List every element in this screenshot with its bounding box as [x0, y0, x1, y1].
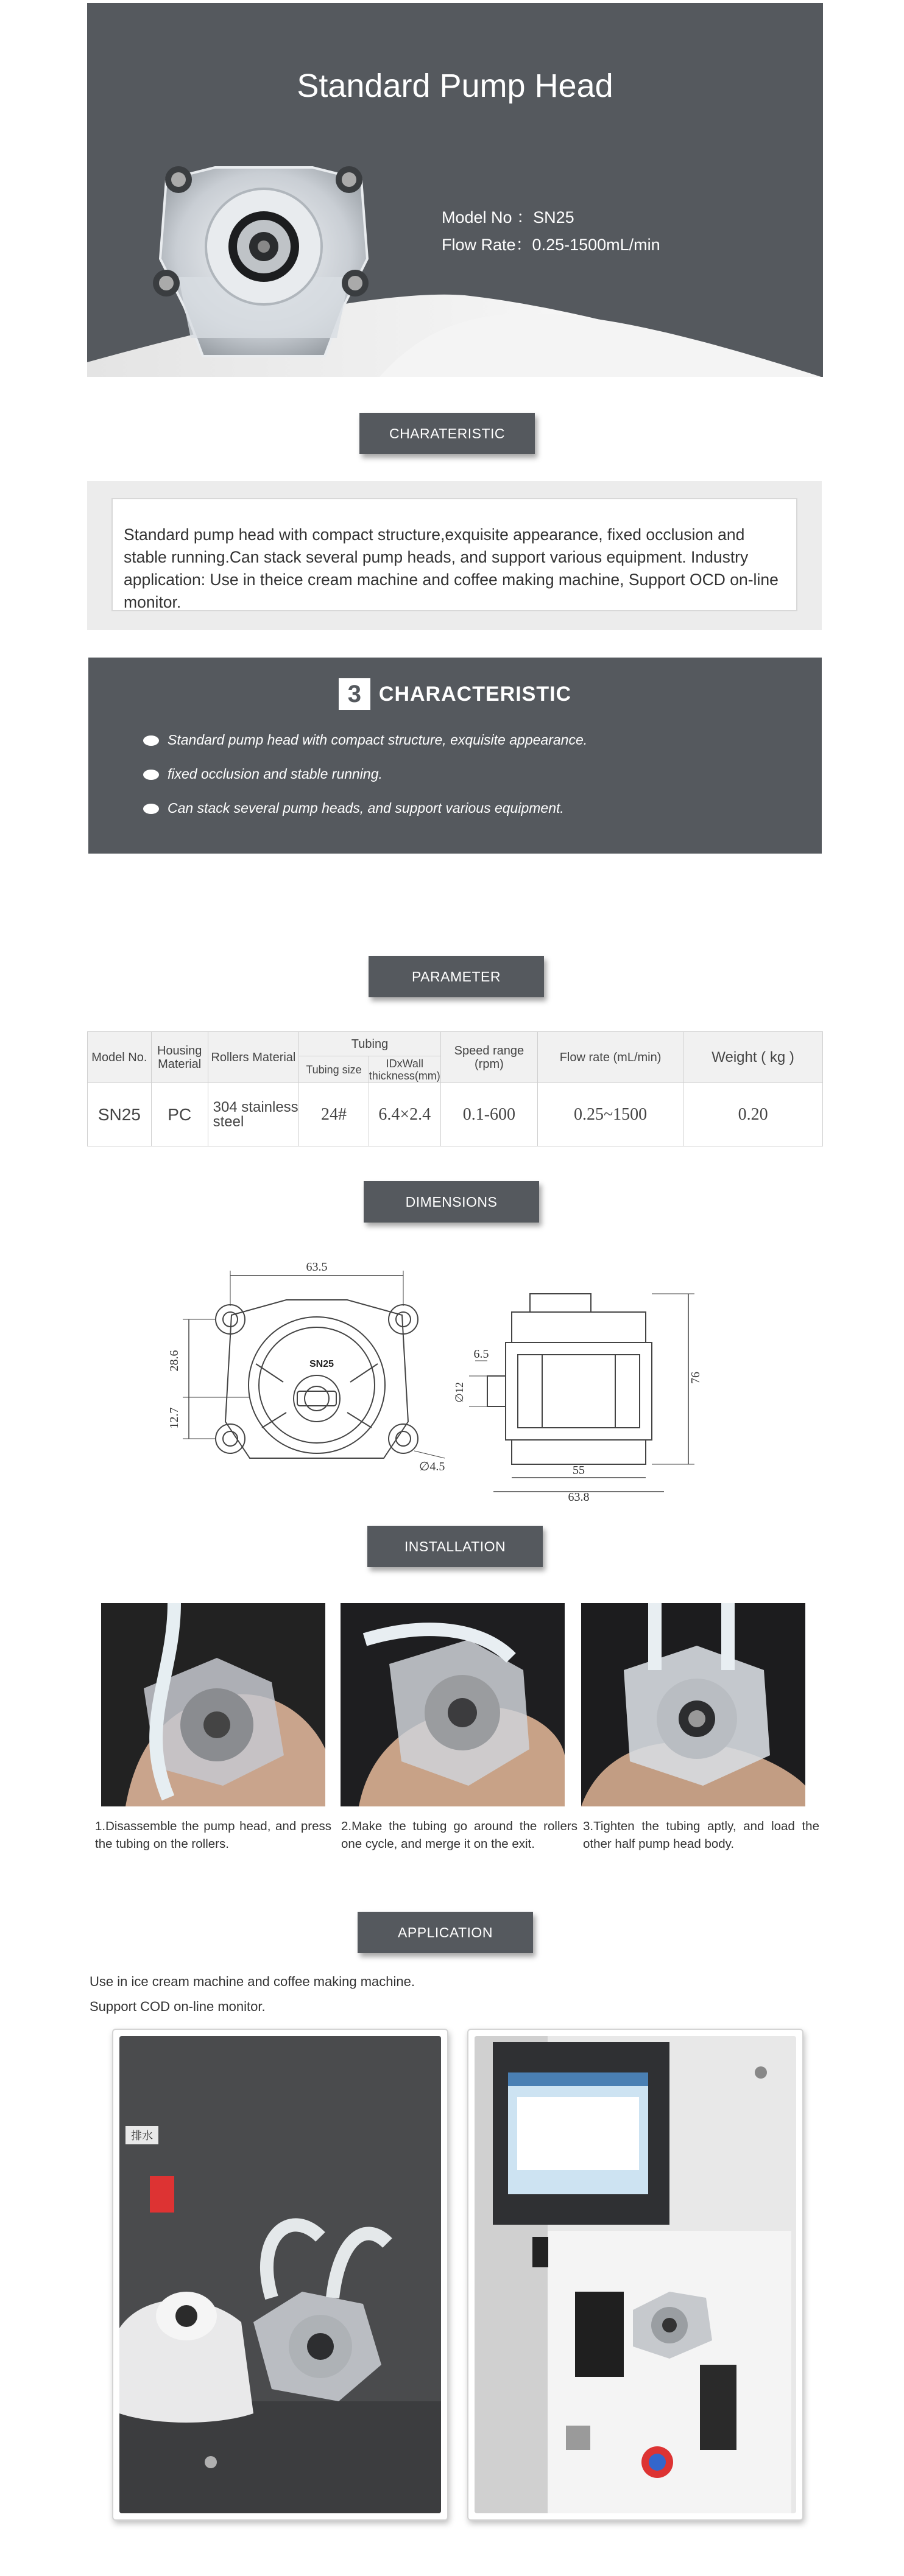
model-value: SN25: [533, 208, 574, 226]
cell-housing: PC: [151, 1083, 208, 1146]
installation-step-2: 2.Make the tubing go around the rollers one cycle, and merge it on the exit.: [341, 1819, 577, 1851]
cell-id-wall: 6.4×2.4: [369, 1083, 440, 1146]
tab-charateristic: CHARATERISTIC: [359, 413, 535, 454]
page-title: Standard Pump Head: [297, 68, 613, 104]
dim-front-width: 63.5: [306, 1260, 328, 1274]
flow-label: Flow Rate：: [442, 236, 532, 254]
cell-flow: 0.25~1500: [538, 1083, 683, 1146]
tab-application: APPLICATION: [358, 1912, 533, 1953]
characteristic-item: Can stack several pump heads, and support various equipment.: [143, 800, 564, 816]
description-text: Standard pump head with compact structure,exquisite appearance, fixed occlusion and stable running.Can stack several pump heads, and support various equipment. Industry application: Use in theice cream machine and coffee making machine, Support OCD on-line monitor.: [111, 498, 797, 611]
cod-monitor-image: [475, 2036, 796, 2513]
cell-speed: 0.1-600: [440, 1083, 537, 1146]
characteristic-item: fixed occlusion and stable running.: [143, 766, 383, 782]
application-line-2: Support COD on-line monitor.: [90, 1999, 266, 2014]
installation-photo-2: [341, 1603, 565, 1806]
hand-pump-image: [101, 1603, 325, 1806]
header-rollers: Rollers Material: [208, 1032, 299, 1083]
header-speed: Speed range (rpm): [440, 1032, 537, 1083]
pump-head-image: [142, 155, 386, 377]
header-flow: Flow rate (mL/min): [538, 1032, 683, 1083]
parameter-table: [87, 1031, 823, 1146]
hand-pump-image: [581, 1603, 805, 1806]
tab-installation: INSTALLATION: [367, 1526, 543, 1567]
dim-side-offset: 6.5: [473, 1347, 489, 1361]
bullet-icon: [143, 804, 159, 814]
dim-front-label: SN25: [309, 1359, 334, 1369]
characteristic-item: Standard pump head with compact structure, exquisite appearance.: [143, 732, 587, 748]
header-tubing-size: Tubing size: [299, 1056, 369, 1083]
tab-parameter: PARAMETER: [369, 956, 544, 997]
installation-step-3: 3.Tighten the tubing aptly, and load the other half pump head body.: [583, 1819, 819, 1851]
header-housing: Housing Material: [151, 1032, 208, 1083]
dim-front-lower: 12.7: [168, 1407, 181, 1429]
description-panel: [87, 481, 822, 630]
bullet-icon: [143, 735, 159, 746]
dim-side-tube: ∅12: [453, 1382, 465, 1403]
application-photo-frame-1: [112, 2029, 448, 2521]
header-tubing: Tubing: [299, 1032, 441, 1056]
ice-cream-machine-photo: [119, 2036, 441, 2513]
characteristic-heading: [88, 678, 822, 710]
header-model: Model No.: [88, 1032, 152, 1083]
side-view: [469, 1294, 694, 1492]
dim-side-inner: 55: [573, 1464, 585, 1477]
installation-photo-1: [101, 1603, 325, 1806]
flow-rate: [442, 231, 660, 255]
ice-cream-machine-image: [119, 2036, 441, 2513]
cell-weight: 0.20: [683, 1083, 823, 1146]
dim-hole: ∅4.5: [419, 1460, 445, 1473]
cell-tubing-size: 24#: [299, 1083, 369, 1146]
hand-pump-image: [341, 1603, 565, 1806]
installation-photo-3: [581, 1603, 805, 1806]
header-id-wall: IDxWall thickness(mm): [369, 1057, 440, 1082]
characteristic-number: 3: [339, 678, 370, 710]
sticker-label: 排水: [131, 2130, 153, 2143]
dim-side-height: 76: [689, 1372, 702, 1384]
application-line-1: Use in ice cream machine and coffee making machine.: [90, 1974, 415, 1989]
model-label: Model No ：: [442, 208, 534, 226]
model-number: [442, 204, 574, 228]
tab-dimensions: DIMENSIONS: [364, 1181, 539, 1223]
application-photo-frame-2: [467, 2029, 803, 2521]
characteristic-title: CHARACTERISTIC: [378, 682, 572, 706]
cell-rollers: 304 stainless steel: [208, 1083, 299, 1146]
header-weight: Weight ( kg ): [683, 1032, 823, 1083]
flow-value: 0.25-1500mL/min: [532, 236, 660, 254]
hero-banner: [87, 3, 823, 377]
dim-side-total: 63.8: [568, 1490, 590, 1501]
cod-monitor-photo: [475, 2036, 796, 2513]
dimension-drawing: [164, 1257, 713, 1501]
installation-step-1: 1.Disassemble the pump head, and press the tubing on the rollers.: [95, 1819, 331, 1851]
characteristic-panel: [88, 658, 822, 854]
cell-model: SN25: [88, 1083, 152, 1146]
table-header-row: [88, 1032, 823, 1056]
dim-front-upper: 28.6: [168, 1350, 181, 1372]
table-row: [88, 1083, 823, 1146]
bullet-icon: [143, 770, 159, 780]
